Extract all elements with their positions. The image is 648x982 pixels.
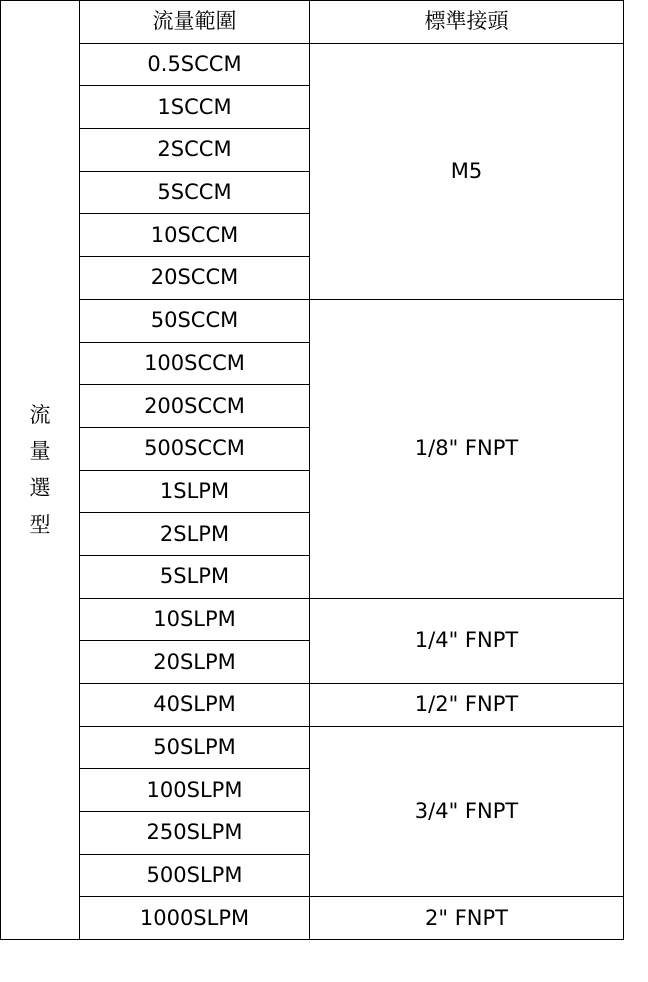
- header-flow-range: 流量範圍: [80, 1, 310, 44]
- flow-range-cell: 100SCCM: [80, 342, 310, 385]
- table-row: [1, 299, 624, 342]
- fitting-cell: 1/8" FNPT: [310, 299, 624, 598]
- fitting-cell: 3/4" FNPT: [310, 726, 624, 897]
- flow-range-cell: 5SLPM: [80, 555, 310, 598]
- flow-range-cell: 1SCCM: [80, 86, 310, 129]
- table-row: [1, 897, 624, 940]
- flow-spec-table-body: [1, 1, 624, 940]
- flow-range-cell: 0.5SCCM: [80, 43, 310, 86]
- flow-range-cell: 200SCCM: [80, 385, 310, 428]
- flow-range-cell: 1000SLPM: [80, 897, 310, 940]
- flow-range-cell: 20SLPM: [80, 641, 310, 684]
- table-row: [1, 598, 624, 641]
- flow-range-cell: 50SLPM: [80, 726, 310, 769]
- flow-range-cell: 250SLPM: [80, 812, 310, 855]
- fitting-cell: 2" FNPT: [310, 897, 624, 940]
- flow-range-cell: 1SLPM: [80, 470, 310, 513]
- header-row: [1, 1, 624, 44]
- fitting-cell: 1/2" FNPT: [310, 684, 624, 727]
- table-row: [1, 684, 624, 727]
- table-row: [1, 726, 624, 769]
- flow-range-cell: 500SCCM: [80, 427, 310, 470]
- side-label: 流量選型: [29, 402, 51, 537]
- flow-range-cell: 5SCCM: [80, 171, 310, 214]
- flow-range-cell: 20SCCM: [80, 257, 310, 300]
- fitting-cell: 1/4" FNPT: [310, 598, 624, 683]
- flow-range-cell: 10SLPM: [80, 598, 310, 641]
- fitting-cell: M5: [310, 43, 624, 299]
- flow-range-cell: 100SLPM: [80, 769, 310, 812]
- flow-range-cell: 2SCCM: [80, 129, 310, 172]
- flow-range-cell: 500SLPM: [80, 854, 310, 897]
- side-label-cell: [1, 1, 80, 940]
- table-row: [1, 43, 624, 86]
- flow-range-cell: 50SCCM: [80, 299, 310, 342]
- flow-range-cell: 10SCCM: [80, 214, 310, 257]
- flow-range-cell: 2SLPM: [80, 513, 310, 556]
- header-standard-fitting: 標準接頭: [310, 1, 624, 44]
- flow-range-cell: 40SLPM: [80, 684, 310, 727]
